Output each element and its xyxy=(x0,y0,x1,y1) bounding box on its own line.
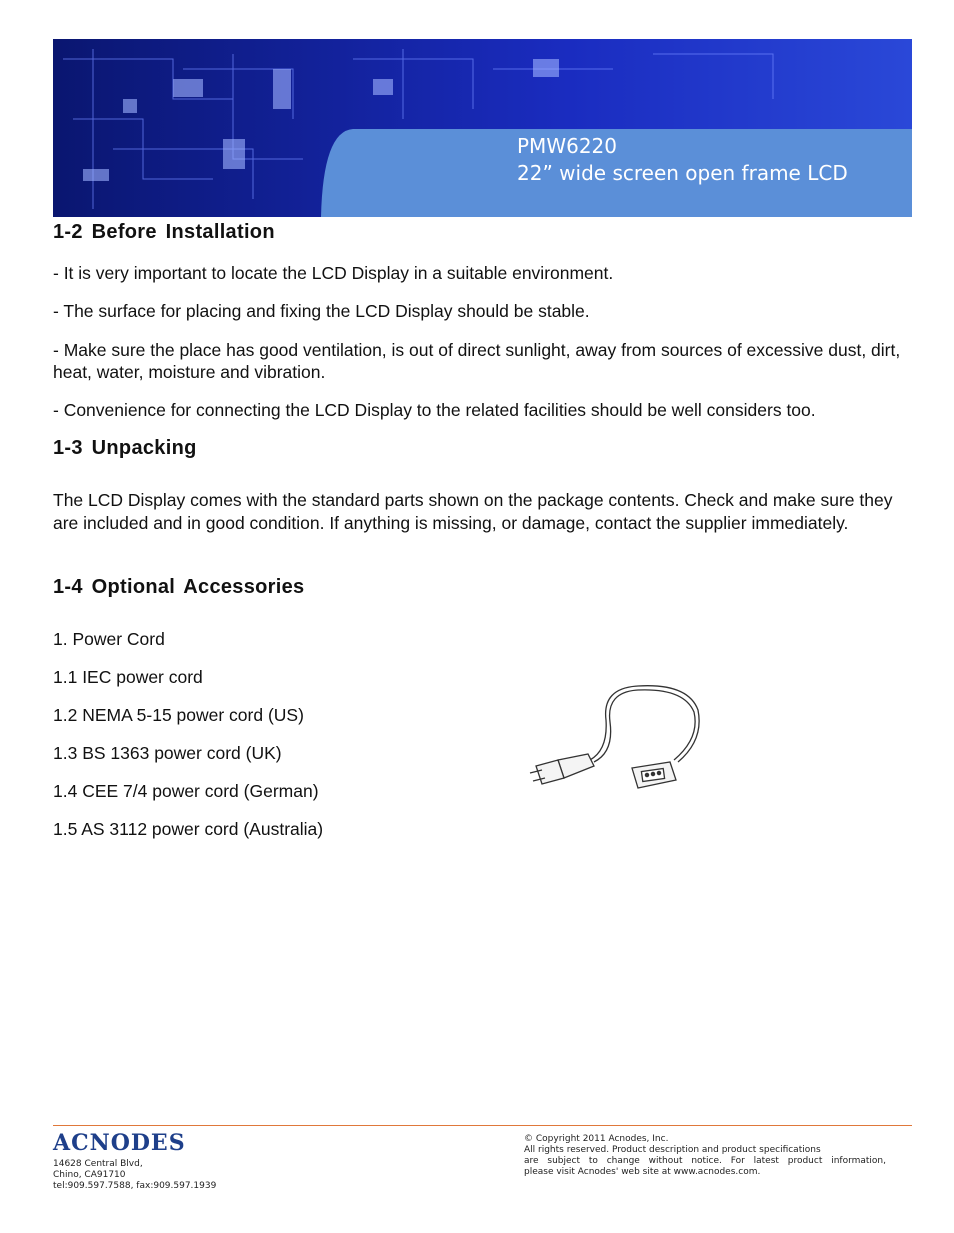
list-item: 1.1 IEC power cord xyxy=(53,667,203,687)
list-item: 1.2 NEMA 5-15 power cord (US) xyxy=(53,705,304,725)
copyright-line: All rights reserved. Product description and product specifications xyxy=(524,1145,821,1155)
paragraph: - Make sure the place has good ventilation, is out of direct sunlight, away from sources of excessive dust, dirt, heat, water, moisture and vibration. xyxy=(53,340,901,382)
copyright-line: please visit Acnodes' web site at www.acnodes.com. xyxy=(524,1167,761,1177)
paragraph: - Convenience for connecting the LCD Display to the related facilities should be well considers too. xyxy=(53,400,816,420)
copyright-notice xyxy=(524,1134,886,1178)
product-title xyxy=(517,133,848,187)
circuit-board-image xyxy=(53,39,912,217)
list-item: 1. Power Cord xyxy=(53,629,165,649)
product-description: 22” wide screen open frame LCD xyxy=(517,161,848,185)
paragraph: The LCD Display comes with the standard parts shown on the package contents. Check and make sure they are included and in good condition. If anything is missing, or damage, contact the supplier immediately. xyxy=(53,490,893,533)
power-cord-illustration xyxy=(528,680,708,795)
company-logo: ACNODES xyxy=(53,1130,186,1156)
header-banner xyxy=(53,39,912,217)
address-line: tel:909.597.7588, fax:909.597.1939 xyxy=(53,1181,217,1191)
section-heading-before-installation: 1-2 Before Installation xyxy=(53,221,275,243)
paragraph: - It is very important to locate the LCD Display in a suitable environment. xyxy=(53,263,614,283)
company-address xyxy=(53,1159,216,1192)
product-model: PMW6220 xyxy=(517,134,617,158)
address-line: 14628 Central Blvd, xyxy=(53,1159,143,1169)
paragraph: - The surface for placing and fixing the LCD Display should be stable. xyxy=(53,301,590,321)
list-item: 1.5 AS 3112 power cord (Australia) xyxy=(53,819,324,839)
list-item: 1.3 BS 1363 power cord (UK) xyxy=(53,743,282,763)
section-heading-optional-accessories: 1-4 Optional Accessories xyxy=(53,576,305,598)
section-heading-unpacking: 1-3 Unpacking xyxy=(53,437,197,459)
copyright-line: are subject to change without notice. For latest product information, xyxy=(524,1156,886,1166)
list-item: 1.4 CEE 7/4 power cord (German) xyxy=(53,781,319,801)
copyright-line: © Copyright 2011 Acnodes, Inc. xyxy=(524,1134,669,1144)
footer-divider xyxy=(53,1125,912,1126)
address-line: Chino, CA91710 xyxy=(53,1170,126,1180)
